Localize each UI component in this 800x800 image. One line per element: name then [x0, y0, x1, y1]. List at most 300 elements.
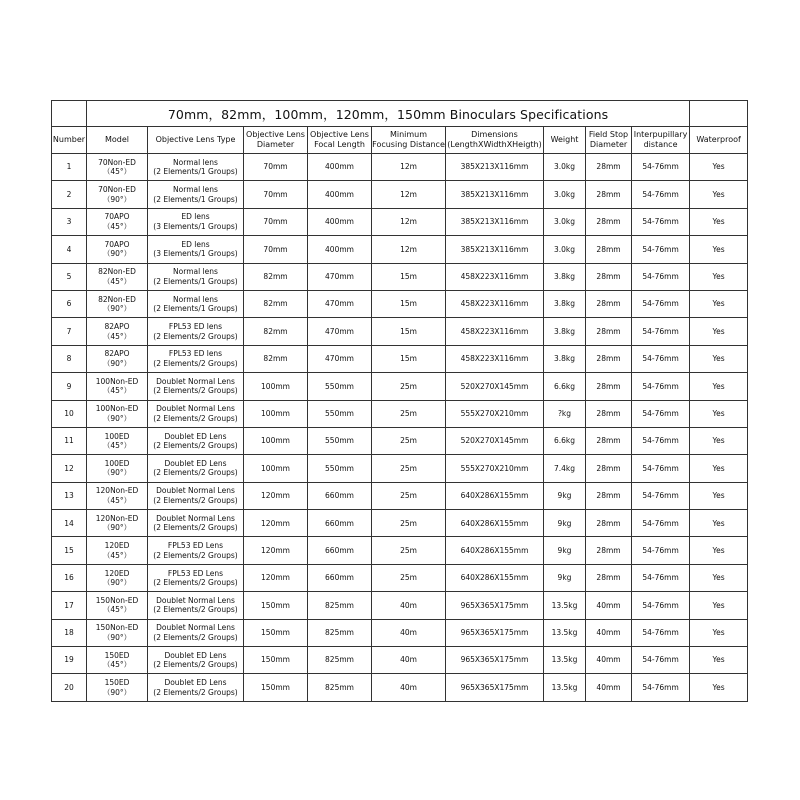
column-header-dimensions: [446, 127, 544, 154]
cell-line: （45°）: [102, 441, 132, 451]
cell-line: (3 Elements/1 Groups): [153, 221, 238, 231]
cell-lens-type: [148, 345, 244, 372]
cell-focal: 550mm: [308, 373, 372, 400]
cell-diameter: 70mm: [244, 181, 308, 208]
cell-line: Normal lens: [173, 185, 218, 195]
cell-ipd: 54-76mm: [632, 345, 690, 372]
cell-min-focus: 15m: [372, 318, 446, 345]
title-row: [52, 101, 748, 127]
cell-ipd: 54-76mm: [632, 400, 690, 427]
cell-line: (2 Elements/1 Groups): [153, 304, 238, 314]
cell-number: 5: [52, 263, 87, 290]
cell-line: (2 Elements/2 Groups): [153, 358, 238, 368]
cell-waterproof: Yes: [690, 482, 748, 509]
cell-dimensions: 555X270X210mm: [446, 455, 544, 482]
cell-field-stop: 28mm: [586, 564, 632, 591]
cell-line: Doublet Normal Lens: [156, 513, 235, 523]
cell-line: 150Non-ED: [95, 623, 139, 633]
cell-min-focus: 25m: [372, 482, 446, 509]
cell-min-focus: 25m: [372, 373, 446, 400]
cell-line: （45°）: [102, 550, 132, 560]
cell-line: （45°）: [102, 276, 132, 286]
cell-dimensions: 965X365X175mm: [446, 647, 544, 674]
cell-min-focus: 12m: [372, 236, 446, 263]
cell-line: Doublet ED Lens: [164, 458, 227, 468]
cell-diameter: 82mm: [244, 263, 308, 290]
cell-model: [87, 427, 148, 454]
cell-min-focus: 40m: [372, 674, 446, 701]
cell-line: (2 Elements/2 Groups): [153, 386, 238, 396]
table-row: [52, 345, 748, 372]
cell-dimensions: 520X270X145mm: [446, 373, 544, 400]
cell-dimensions: 640X286X155mm: [446, 510, 544, 537]
cell-number: 8: [52, 345, 87, 372]
column-header-lens-type: [148, 127, 244, 154]
cell-waterproof: Yes: [690, 455, 748, 482]
header-label: Waterproof: [696, 135, 741, 144]
cell-diameter: 120mm: [244, 482, 308, 509]
cell-line: Doublet Normal Lens: [156, 623, 235, 633]
cell-line: 82APO: [104, 322, 130, 332]
cell-number: 14: [52, 510, 87, 537]
cell-ipd: 54-76mm: [632, 290, 690, 317]
table-row: [52, 619, 748, 646]
cell-diameter: 82mm: [244, 290, 308, 317]
cell-field-stop: 40mm: [586, 619, 632, 646]
cell-model: [87, 619, 148, 646]
header-label: Dimensions: [471, 130, 518, 139]
cell-dimensions: 385X213X116mm: [446, 236, 544, 263]
table-row: [52, 647, 748, 674]
cell-diameter: 100mm: [244, 373, 308, 400]
cell-diameter: 82mm: [244, 318, 308, 345]
cell-lens-type: [148, 236, 244, 263]
cell-dimensions: 458X223X116mm: [446, 290, 544, 317]
cell-min-focus: 25m: [372, 537, 446, 564]
cell-diameter: 100mm: [244, 400, 308, 427]
cell-ipd: 54-76mm: [632, 510, 690, 537]
cell-field-stop: 28mm: [586, 482, 632, 509]
cell-ipd: 54-76mm: [632, 154, 690, 181]
header-label: Objective Lens: [246, 130, 305, 139]
cell-line: （90°）: [102, 578, 132, 588]
cell-focal: 470mm: [308, 263, 372, 290]
cell-number: 2: [52, 181, 87, 208]
cell-min-focus: 15m: [372, 345, 446, 372]
cell-weight: 3.8kg: [544, 318, 586, 345]
title-blank-cell: [52, 101, 87, 127]
cell-model: [87, 592, 148, 619]
cell-line: 120Non-ED: [95, 513, 139, 523]
table-row: [52, 537, 748, 564]
cell-lens-type: [148, 674, 244, 701]
cell-lens-type: [148, 510, 244, 537]
cell-waterproof: Yes: [690, 537, 748, 564]
cell-model: [87, 208, 148, 235]
cell-min-focus: 25m: [372, 400, 446, 427]
cell-waterproof: Yes: [690, 263, 748, 290]
cell-focal: 825mm: [308, 674, 372, 701]
cell-line: （45°）: [102, 386, 132, 396]
cell-focal: 550mm: [308, 455, 372, 482]
cell-line: （90°）: [102, 194, 132, 204]
cell-number: 9: [52, 373, 87, 400]
cell-lens-type: [148, 208, 244, 235]
cell-line: FPL53 ED Lens: [167, 568, 224, 578]
header-label: Diameter: [256, 140, 295, 149]
cell-weight: 13.5kg: [544, 619, 586, 646]
cell-number: 15: [52, 537, 87, 564]
cell-diameter: 150mm: [244, 647, 308, 674]
cell-diameter: 150mm: [244, 674, 308, 701]
cell-line: 100ED: [104, 458, 130, 468]
table-row: [52, 373, 748, 400]
cell-number: 12: [52, 455, 87, 482]
cell-dimensions: 458X223X116mm: [446, 345, 544, 372]
cell-weight: 13.5kg: [544, 674, 586, 701]
cell-number: 11: [52, 427, 87, 454]
cell-line: ED lens: [181, 212, 210, 222]
cell-focal: 470mm: [308, 318, 372, 345]
cell-waterproof: Yes: [690, 619, 748, 646]
cell-line: （45°）: [102, 331, 132, 341]
cell-waterproof: Yes: [690, 592, 748, 619]
title-blank-cell: [690, 101, 748, 127]
cell-diameter: 150mm: [244, 619, 308, 646]
cell-line: Normal lens: [173, 157, 218, 167]
cell-waterproof: Yes: [690, 373, 748, 400]
cell-ipd: 54-76mm: [632, 647, 690, 674]
table-row: [52, 510, 748, 537]
column-header-min-focus: [372, 127, 446, 154]
cell-ipd: 54-76mm: [632, 208, 690, 235]
cell-ipd: 54-76mm: [632, 592, 690, 619]
header-label: Model: [104, 135, 130, 144]
cell-line: Doublet ED Lens: [164, 431, 227, 441]
cell-min-focus: 40m: [372, 592, 446, 619]
cell-line: Doublet ED Lens: [164, 650, 227, 660]
cell-line: 70APO: [104, 212, 130, 222]
table-row: [52, 290, 748, 317]
cell-line: 100ED: [104, 431, 130, 441]
cell-weight: 3.8kg: [544, 345, 586, 372]
cell-focal: 660mm: [308, 510, 372, 537]
header-label: (LengthXWidthXHeigth): [447, 140, 542, 149]
cell-model: [87, 482, 148, 509]
table-row: [52, 482, 748, 509]
cell-line: 82APO: [104, 349, 130, 359]
table-row: [52, 427, 748, 454]
cell-line: ED lens: [181, 239, 210, 249]
cell-number: 1: [52, 154, 87, 181]
cell-line: (2 Elements/2 Groups): [153, 441, 238, 451]
cell-lens-type: [148, 455, 244, 482]
cell-waterproof: Yes: [690, 345, 748, 372]
cell-line: (2 Elements/1 Groups): [153, 167, 238, 177]
header-row: [52, 127, 748, 154]
cell-line: （90°）: [102, 468, 132, 478]
cell-line: Doublet ED Lens: [164, 678, 227, 688]
cell-waterproof: Yes: [690, 318, 748, 345]
header-label: Focusing Distance: [372, 140, 445, 149]
cell-line: （45°）: [102, 495, 132, 505]
cell-line: （45°）: [102, 221, 132, 231]
cell-dimensions: 640X286X155mm: [446, 482, 544, 509]
cell-lens-type: [148, 619, 244, 646]
header-label: Diameter: [589, 140, 628, 149]
cell-line: (2 Elements/2 Groups): [153, 495, 238, 505]
cell-line: Doublet Normal Lens: [156, 404, 235, 414]
cell-dimensions: 555X270X210mm: [446, 400, 544, 427]
cell-weight: 6.6kg: [544, 427, 586, 454]
cell-focal: 470mm: [308, 290, 372, 317]
cell-dimensions: 965X365X175mm: [446, 619, 544, 646]
table-row: [52, 674, 748, 701]
cell-field-stop: 40mm: [586, 647, 632, 674]
cell-min-focus: 15m: [372, 290, 446, 317]
cell-model: [87, 154, 148, 181]
cell-dimensions: 385X213X116mm: [446, 181, 544, 208]
cell-model: [87, 647, 148, 674]
table-row: [52, 400, 748, 427]
cell-lens-type: [148, 647, 244, 674]
cell-min-focus: 25m: [372, 427, 446, 454]
cell-number: 4: [52, 236, 87, 263]
cell-line: 82Non-ED: [98, 267, 136, 277]
cell-min-focus: 15m: [372, 263, 446, 290]
cell-dimensions: 640X286X155mm: [446, 564, 544, 591]
cell-lens-type: [148, 427, 244, 454]
cell-model: [87, 236, 148, 263]
cell-lens-type: [148, 373, 244, 400]
table-row: [52, 208, 748, 235]
cell-line: (2 Elements/1 Groups): [153, 194, 238, 204]
cell-line: （90°）: [102, 413, 132, 423]
cell-line: 100Non-ED: [95, 376, 139, 386]
cell-min-focus: 12m: [372, 154, 446, 181]
cell-number: 6: [52, 290, 87, 317]
cell-ipd: 54-76mm: [632, 537, 690, 564]
cell-waterproof: Yes: [690, 181, 748, 208]
header-label: Number: [52, 135, 86, 144]
cell-line: (2 Elements/2 Groups): [153, 331, 238, 341]
cell-field-stop: 28mm: [586, 455, 632, 482]
cell-line: FPL53 ED Lens: [167, 541, 224, 551]
cell-field-stop: 40mm: [586, 592, 632, 619]
cell-focal: 400mm: [308, 181, 372, 208]
cell-waterproof: Yes: [690, 400, 748, 427]
cell-line: （90°）: [102, 358, 132, 368]
cell-dimensions: 385X213X116mm: [446, 208, 544, 235]
cell-focal: 825mm: [308, 647, 372, 674]
cell-focal: 470mm: [308, 345, 372, 372]
cell-weight: 3.0kg: [544, 208, 586, 235]
header-label: Focal Length: [314, 140, 365, 149]
cell-ipd: 54-76mm: [632, 619, 690, 646]
cell-dimensions: 385X213X116mm: [446, 154, 544, 181]
cell-model: [87, 318, 148, 345]
header-label: Interpupillary: [633, 130, 688, 139]
cell-model: [87, 455, 148, 482]
cell-dimensions: 458X223X116mm: [446, 263, 544, 290]
cell-dimensions: 965X365X175mm: [446, 592, 544, 619]
header-label: Objective Lens: [310, 130, 369, 139]
cell-number: 18: [52, 619, 87, 646]
cell-min-focus: 40m: [372, 647, 446, 674]
cell-weight: ?kg: [544, 400, 586, 427]
cell-waterproof: Yes: [690, 564, 748, 591]
cell-line: 120Non-ED: [95, 486, 139, 496]
cell-field-stop: 28mm: [586, 236, 632, 263]
cell-waterproof: Yes: [690, 674, 748, 701]
cell-line: 120ED: [104, 541, 130, 551]
cell-line: (2 Elements/2 Groups): [153, 523, 238, 533]
cell-model: [87, 181, 148, 208]
cell-line: (2 Elements/2 Groups): [153, 578, 238, 588]
cell-waterproof: Yes: [690, 647, 748, 674]
cell-ipd: 54-76mm: [632, 181, 690, 208]
cell-line: （90°）: [102, 632, 132, 642]
column-header-ipd: [632, 127, 690, 154]
cell-waterproof: Yes: [690, 510, 748, 537]
cell-line: FPL53 ED lens: [168, 349, 223, 359]
cell-line: 100Non-ED: [95, 404, 139, 414]
cell-field-stop: 40mm: [586, 674, 632, 701]
cell-lens-type: [148, 482, 244, 509]
cell-lens-type: [148, 564, 244, 591]
cell-field-stop: 28mm: [586, 154, 632, 181]
cell-weight: 6.6kg: [544, 373, 586, 400]
cell-line: Normal lens: [173, 267, 218, 277]
cell-waterproof: Yes: [690, 236, 748, 263]
cell-ipd: 54-76mm: [632, 236, 690, 263]
cell-ipd: 54-76mm: [632, 674, 690, 701]
cell-line: Doublet Normal Lens: [156, 376, 235, 386]
table-row: [52, 181, 748, 208]
cell-line: 150ED: [104, 678, 130, 688]
cell-focal: 550mm: [308, 400, 372, 427]
cell-waterproof: Yes: [690, 427, 748, 454]
cell-line: （90°）: [102, 523, 132, 533]
cell-diameter: 150mm: [244, 592, 308, 619]
cell-field-stop: 28mm: [586, 263, 632, 290]
cell-lens-type: [148, 290, 244, 317]
cell-dimensions: 640X286X155mm: [446, 537, 544, 564]
cell-ipd: 54-76mm: [632, 427, 690, 454]
column-header-number: [52, 127, 87, 154]
header-label: distance: [643, 140, 678, 149]
cell-line: （45°）: [102, 605, 132, 615]
cell-focal: 400mm: [308, 236, 372, 263]
cell-number: 17: [52, 592, 87, 619]
column-header-focal: [308, 127, 372, 154]
cell-ipd: 54-76mm: [632, 318, 690, 345]
cell-line: (2 Elements/2 Groups): [153, 632, 238, 642]
cell-line: (2 Elements/2 Groups): [153, 550, 238, 560]
cell-diameter: 120mm: [244, 564, 308, 591]
cell-model: [87, 564, 148, 591]
cell-line: (3 Elements/1 Groups): [153, 249, 238, 259]
cell-field-stop: 28mm: [586, 537, 632, 564]
cell-weight: 3.0kg: [544, 236, 586, 263]
cell-diameter: 70mm: [244, 154, 308, 181]
cell-weight: 9kg: [544, 537, 586, 564]
cell-dimensions: 458X223X116mm: [446, 318, 544, 345]
cell-line: Doublet Normal Lens: [156, 595, 235, 605]
cell-min-focus: 12m: [372, 208, 446, 235]
cell-field-stop: 28mm: [586, 318, 632, 345]
cell-diameter: 120mm: [244, 510, 308, 537]
cell-line: （90°）: [102, 304, 132, 314]
cell-field-stop: 28mm: [586, 208, 632, 235]
cell-model: [87, 400, 148, 427]
cell-focal: 825mm: [308, 592, 372, 619]
cell-line: （90°）: [102, 687, 132, 697]
cell-ipd: 54-76mm: [632, 373, 690, 400]
table-title: 70mm，82mm，100mm，120mm，150mm Binoculars Specifications: [87, 101, 690, 127]
table-row: [52, 318, 748, 345]
cell-model: [87, 345, 148, 372]
cell-field-stop: 28mm: [586, 290, 632, 317]
table-row: [52, 592, 748, 619]
cell-dimensions: 965X365X175mm: [446, 674, 544, 701]
cell-lens-type: [148, 181, 244, 208]
table-row: [52, 154, 748, 181]
cell-model: [87, 263, 148, 290]
cell-weight: 13.5kg: [544, 592, 586, 619]
cell-field-stop: 28mm: [586, 510, 632, 537]
cell-weight: 3.8kg: [544, 263, 586, 290]
cell-line: (2 Elements/1 Groups): [153, 276, 238, 286]
cell-field-stop: 28mm: [586, 400, 632, 427]
cell-line: （90°）: [102, 249, 132, 259]
cell-line: 70Non-ED: [98, 185, 136, 195]
cell-line: (2 Elements/2 Groups): [153, 468, 238, 478]
cell-min-focus: 25m: [372, 455, 446, 482]
cell-weight: 3.0kg: [544, 154, 586, 181]
cell-line: 150Non-ED: [95, 595, 139, 605]
cell-min-focus: 25m: [372, 564, 446, 591]
column-header-waterproof: [690, 127, 748, 154]
cell-number: 10: [52, 400, 87, 427]
cell-weight: 7.4kg: [544, 455, 586, 482]
cell-diameter: 70mm: [244, 236, 308, 263]
cell-number: 13: [52, 482, 87, 509]
cell-model: [87, 290, 148, 317]
cell-weight: 13.5kg: [544, 647, 586, 674]
cell-focal: 400mm: [308, 154, 372, 181]
cell-lens-type: [148, 154, 244, 181]
header-label: Objective Lens Type: [155, 135, 236, 144]
cell-lens-type: [148, 400, 244, 427]
column-header-weight: [544, 127, 586, 154]
cell-line: Doublet Normal Lens: [156, 486, 235, 496]
cell-diameter: 120mm: [244, 537, 308, 564]
cell-line: 82Non-ED: [98, 294, 136, 304]
cell-model: [87, 674, 148, 701]
cell-line: 120ED: [104, 568, 130, 578]
cell-weight: 3.8kg: [544, 290, 586, 317]
header-label: Field Stop: [588, 130, 629, 139]
cell-dimensions: 520X270X145mm: [446, 427, 544, 454]
cell-focal: 400mm: [308, 208, 372, 235]
cell-line: (2 Elements/2 Groups): [153, 605, 238, 615]
cell-min-focus: 25m: [372, 510, 446, 537]
cell-weight: 9kg: [544, 564, 586, 591]
cell-ipd: 54-76mm: [632, 564, 690, 591]
cell-focal: 660mm: [308, 537, 372, 564]
cell-ipd: 54-76mm: [632, 455, 690, 482]
